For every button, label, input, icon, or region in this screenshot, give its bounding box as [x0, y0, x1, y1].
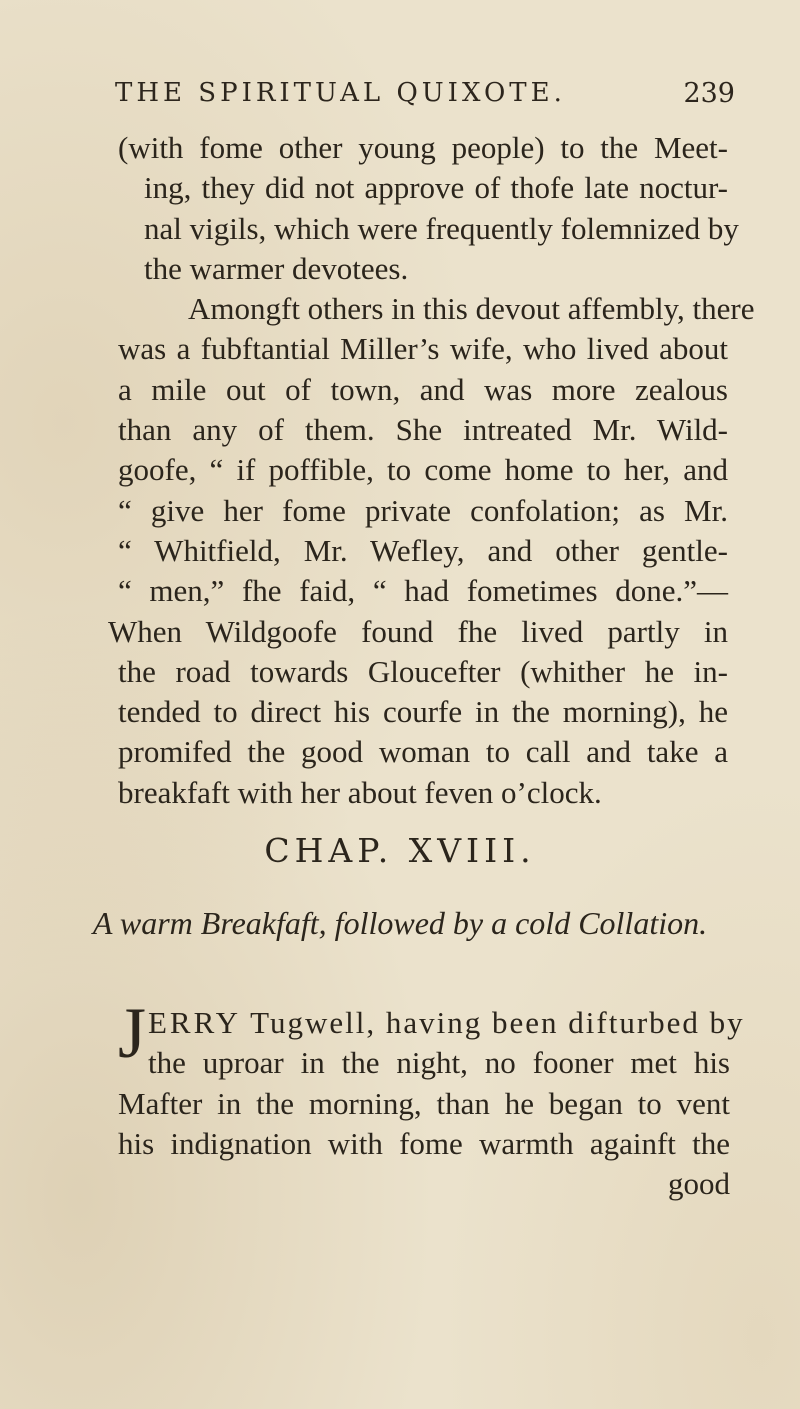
running-head: [115, 78, 735, 124]
text-line: [118, 1003, 745, 1043]
page-number: 239: [683, 78, 735, 109]
text-line: goofe, “ if poffible, to come home to her, and: [118, 452, 728, 488]
chapter-heading: CHAP. XVIII.: [264, 831, 536, 870]
text-line: the road towards Gloucefter (whither he in-: [118, 653, 728, 689]
text-line: ing, they did not approve of thofe late noctur-: [144, 170, 728, 206]
text-line: When Wildgoofe found fhe lived partly in: [108, 613, 728, 649]
text-line: tended to direct his courfe in the morning), he: [118, 694, 728, 730]
drop-cap: J: [118, 993, 147, 1073]
text-line: Mafter in the morning, than he began to vent: [118, 1085, 730, 1121]
text-line: promifed the good woman to call and take a: [118, 734, 728, 770]
text-line: the warmer devotees.: [144, 250, 409, 286]
text-line: a mile out of town, and was more zealous: [118, 371, 728, 407]
chapter-opening: [118, 993, 745, 1204]
text-line: breakfaft with her about feven o’clock.: [118, 774, 602, 810]
text-line: nal vigils, which were frequently folemnized by: [144, 210, 739, 246]
text-line: “ Whitfield, Mr. Wefley, and other gentle-: [118, 532, 728, 568]
catchword: good: [668, 1166, 730, 1202]
text-line: than any of them. She intreated Mr. Wild-: [118, 412, 728, 448]
text-line: “ men,” fhe faid, “ had fometimes done.”—: [118, 573, 728, 609]
text-line: (with fome other young people) to the Meet-: [118, 130, 728, 165]
running-title: THE SPIRITUAL QUIXOTE.: [115, 78, 566, 108]
opening-rest: Tugwell, having been difturbed by: [240, 1005, 745, 1040]
text-line: was a fubftantial Miller’s wife, who lived about: [118, 331, 728, 367]
opening-caps: ERRY: [148, 1005, 241, 1040]
text-line: Amongft others in this devout affembly, there: [188, 291, 755, 327]
text-line: “ give her fome private confolation; as Mr.: [118, 492, 728, 528]
body-paragraphs: [108, 128, 755, 813]
chapter-subtitle: A warm Breakfaft, followed by a cold Collation.: [92, 905, 708, 941]
text-line: the uproar in the night, no fooner met his: [148, 1045, 730, 1081]
text-line: his indignation with fome warmth againft the: [118, 1125, 730, 1161]
